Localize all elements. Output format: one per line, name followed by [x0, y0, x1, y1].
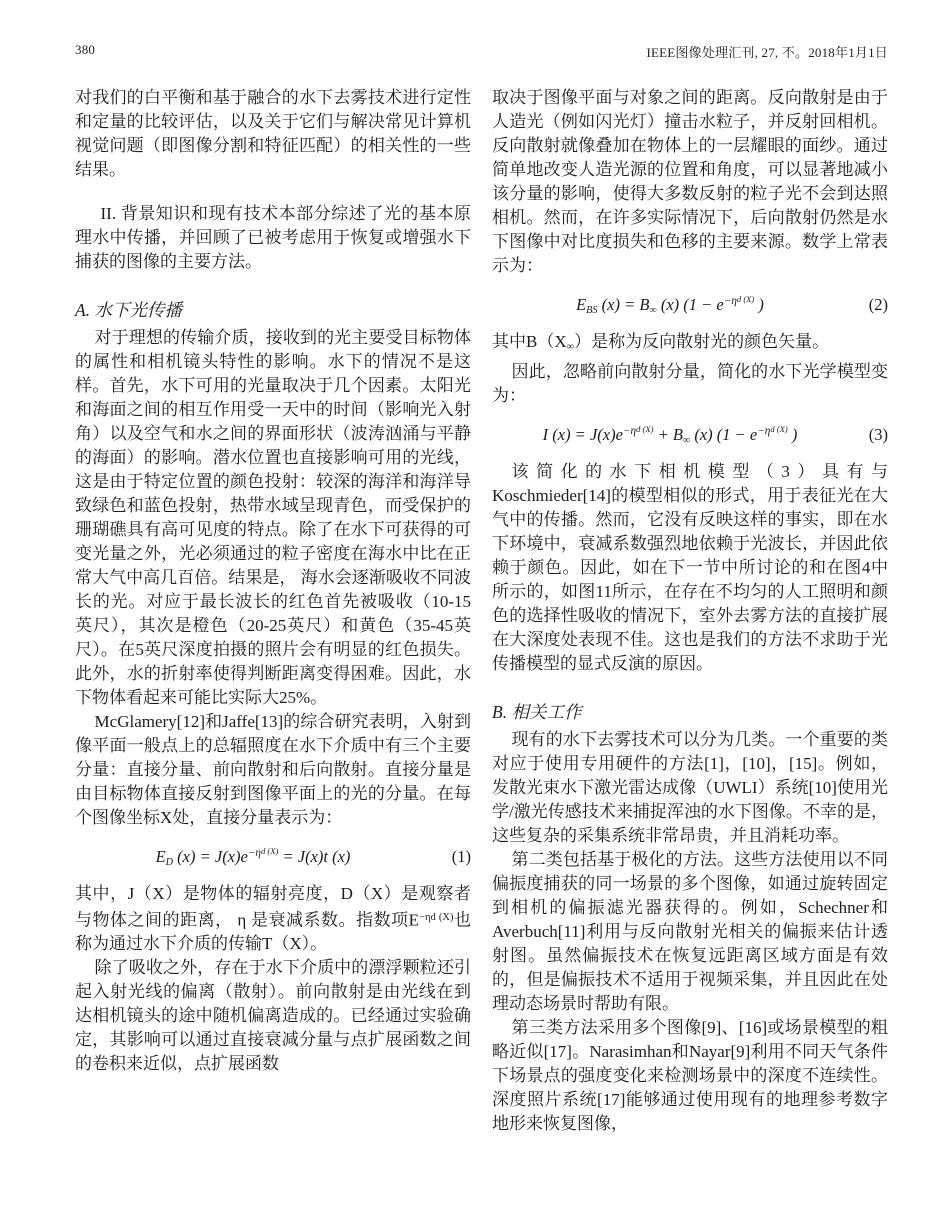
paragraph-multi-image-methods: 第三类方法采用多个图像[9]、[16]或场景模型的粗略近似[17]。Narasimhan和Nayar[9]利用不同天气条件下场景点的强度变化来检测场景中的深度不连续性。深度照片系统[17]能够通过使用现有的地理参考数字地形来恢复图像，	[492, 1017, 888, 1133]
right-column	[492, 86, 888, 1136]
equation-3	[492, 417, 888, 453]
paragraph-mcglamery-jaffe: McGlamery[12]和Jaffe[13]的综合研究表明，入射到像平面一般点上的总辐照度在水下介质中有三个主要分量：直接分量、前向散射和后向散射。直接分量是由目标物体直接反射到图像平面上的光的分量。在每个图像坐标X处，直接分量表示为：	[75, 712, 471, 827]
paragraph-equation1-explanation	[75, 882, 471, 956]
paragraph-text: ）是称为反向散射光的颜色矢量。	[574, 332, 830, 351]
subsection-heading-b: B. 相关工作	[492, 701, 582, 722]
paragraph-intro-continuation: 对我们的白平衡和基于融合的水下去雾技术进行定性和定量的比较评估，以及关于它们与解决常见计算机视觉问题（即图像分割和特征匹配）的相关性的一些结果。	[75, 88, 471, 179]
journal-title: IEEE图像处理汇刊, 27, 不。2018年1月1日	[646, 45, 888, 60]
paragraph-backscatter: 取决于图像平面与对象之间的距离。反向散射是由于人造光（例如闪光灯）撞击水粒子，并反射回相机。反向散射就像叠加在物体上的一层耀眼的面纱。通过简单地改变人造光源的位置和角度，可以显著地减小该分量的影响，使得大多数反射的粒子光不会到达照相机。然而，在许多实际情况下，后向散射仍然是水下图像中对比度损失和色移的主要来源。数学上常表示为：	[492, 88, 888, 275]
equation-1-number: (1)	[451, 847, 471, 866]
inline-exponent: −ηd (X)	[419, 912, 454, 923]
paragraph-equation2-explanation	[492, 330, 888, 360]
paragraph-light-propagation: 对于理想的传输介质，接收到的光主要受目标物体的属性和相机镜头特性的影响。水下的情况不是这样。首先，水下可用的光量取决于几个因素。太阳光和海面之间的相互作用受一天中的时间（影响光入射角）以及空气和水之间的界面形状（波涛汹涌与平静的海面）的影响。潜水位置也直接影响可用的光线，这是由于特定位置的颜色投射：较深的海洋和海洋导致绿色和蓝色投射，热带水域呈现青色，而受保护的珊瑚礁具有高可见度的特点。除了在水下可获得的可变光量之外，光必须通过的粒子密度在海水中比在正常大气中高几百倍。结果是， 海水会逐渐吸收不同波长的光。对应于最长波长的红色首先被吸收（10-15英尺），其次是橙色（20-25英尺）和黄色（35-45英尺）。在5英尺深度拍摄的照片会有明显的红色损失。此外，水的折射率使得判断距离变得困难。因此，水下物体看起来可能比实际大25%。	[75, 328, 471, 707]
equation-3-number: (3)	[868, 424, 888, 444]
paragraph-scattering: 除了吸收之外，存在于水下介质中的漂浮颗粒还引起入射光线的偏离（散射）。前向散射是由光线在到达相机镜头的途中随机偏离造成的。已经通过实验确定，其影响可以通过直接衰减分量与点扩展函数之间的卷积来近似，点扩展函数	[75, 958, 471, 1074]
equation-1	[75, 839, 471, 875]
paragraph-polarization-methods: 第二类包括基于极化的方法。这些方法使用以不同偏振度捕获的同一场景的多个图像，如通过旋转固定到相机的偏振滤光器获得的。例如，Schechner和Averbuch[11]利用与反向散射光相关的偏振来估计透射图。虽然偏振技术在恢复远距离区域方面是有效的，但是偏振技术不适用于视频采集，并且因此在处理动态场景时帮助有限。	[492, 849, 888, 1013]
equation-2-body: EBS (x) = B∞ (x) ($1 - e^{-\eta d (X)}$ )	[576, 294, 764, 316]
running-header	[75, 42, 888, 61]
two-column-body	[75, 86, 888, 1136]
paragraph-text: 其中B（X	[492, 332, 567, 351]
inline-subscript: ∞	[566, 341, 575, 353]
subsection-heading-a: A. 水下光传播	[75, 300, 182, 320]
section-heading-ii: II. 背景知识和现有技术本部分综述了光的基本原理水中传播，并回顾了已被考虑用于恢复或增强水下捕获的图像的主要方法。	[75, 204, 471, 271]
page-number: 380	[75, 42, 96, 57]
paragraph-koschmieder: 该简化的水下相机模型（3）具有与Koschmieder[14]的模型相似的形式，用于表征光在大气中的传播。然而，它没有反映这样的事实，即在水下环境中，衰减系数强烈地依赖于光波长，并因此依赖于颜色。因此，如在下一节中所讨论的和在图4中所示的，如图11所示，在存在不均匀的人工照明和颜色的选择性吸收的情况下，室外去雾方法的直接扩展在大深度处表现不佳。这也是我们的方法不求助于光传播模型的显式反演的原因。	[492, 461, 888, 673]
equation-2-number: (2)	[868, 295, 888, 314]
paragraph-text: 其中，J（X）是物体的辐射亮度，D（X）是观察者与物体之间的距离， η 是衰减系数。指数项E	[75, 884, 471, 930]
equation-1-body: ED $(x) = J(x)e^{-\eta d (X)} = J(x)t$ (x)	[155, 846, 351, 868]
paragraph-simplified-model-lead: 因此，忽略前向散射分量，简化的水下光学模型变为：	[492, 361, 888, 405]
paragraph-text: 也称为通过水下介质的传输T（X）。	[75, 910, 472, 954]
left-column	[75, 86, 471, 1136]
paragraph-hardware-methods: 现有的水下去雾技术可以分为几类。一个重要的类对应于使用专用硬件的方法[1]，[10]，[15]。例如，发散光束水下激光雷达成像（UWLI）系统[10]使用光学/激光传感技术来捕捉浑浊的水下图像。不幸的是，这些复杂的采集系统非常昂贵，并且消耗功率。	[492, 729, 888, 845]
equation-3-body: I $(x) = J(x)e^{-\eta d (X)} + B\infty$ (x) ($1 - e^{-\eta d (X)}$ )	[542, 423, 798, 446]
equation-2	[492, 287, 888, 323]
